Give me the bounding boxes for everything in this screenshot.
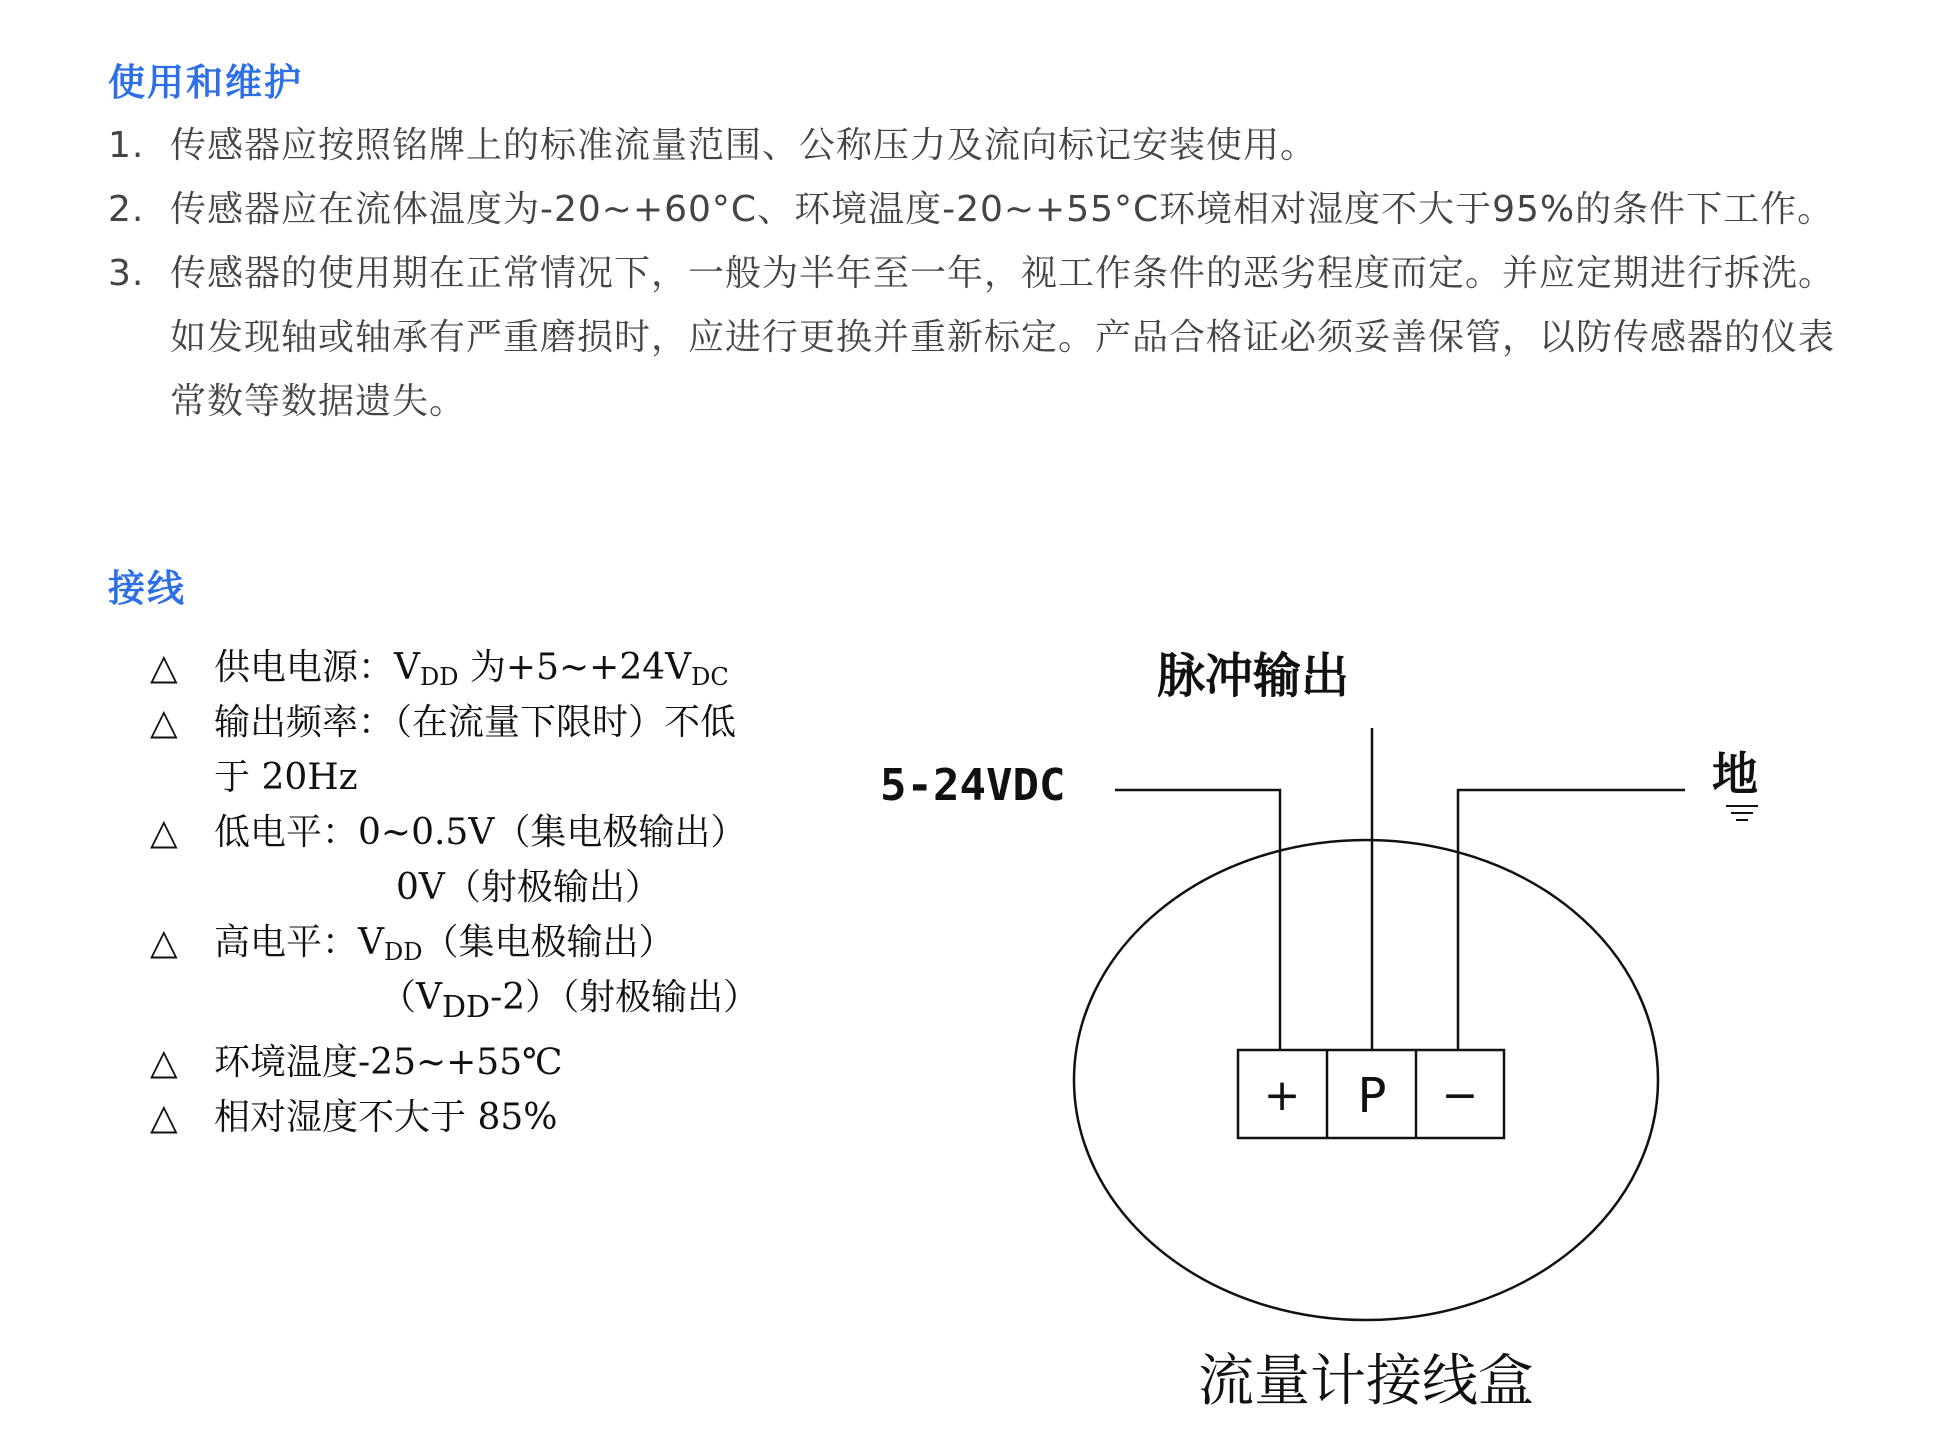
triangle-icon: △: [150, 647, 178, 688]
spec-subscript: DD: [384, 938, 423, 966]
terminal-pulse: P: [1357, 1068, 1387, 1124]
spec-subscript: DC: [691, 663, 729, 691]
power-label: 5-24VDC: [880, 760, 1066, 811]
spec-text: 相对湿度不大于 85%: [214, 1097, 558, 1139]
spec-temperature: [150, 1035, 850, 1090]
spec-high-level: [150, 915, 850, 970]
item-text: 传感器的使用期在正常情况下，一般为半年至一年，视工作条件的恶劣程度而定。并应定期进行拆洗。如发现轴或轴承有严重磨损时，应进行更换并重新标定。产品合格证必须妥善保管，以防传感器的仪表常数等数据遗失。: [170, 253, 1836, 422]
item-text: 传感器应在流体温度为-20~+60°C、环境温度-20~+55°C环境相对湿度不大于95%的条件下工作。: [170, 189, 1835, 230]
spec-continuation: [150, 970, 850, 1035]
spec-humidity: [150, 1090, 850, 1145]
spec-power-supply: [150, 640, 850, 695]
wires: [1115, 728, 1685, 1050]
spec-text: （V: [380, 977, 442, 1018]
item-number: 3.: [108, 253, 145, 294]
list-item: [108, 114, 1848, 178]
spec-text: 高电平：V: [214, 922, 384, 963]
spec-text: -2）（射极输出）: [490, 977, 760, 1018]
spec-continuation: 于 20Hz: [214, 757, 358, 798]
power-wire: [1115, 790, 1280, 1050]
spec-text: （集电极输出）: [422, 922, 675, 963]
ground-wire: [1458, 790, 1685, 1050]
item-number: 2.: [108, 189, 145, 230]
item-number: 1.: [108, 125, 145, 166]
spec-subscript: DD: [420, 663, 459, 691]
triangle-icon: △: [150, 812, 178, 853]
triangle-icon: △: [150, 1042, 178, 1084]
wiring-heading: 接线: [108, 567, 186, 610]
triangle-icon: △: [150, 702, 178, 743]
spec-text: 为+5~+24V: [458, 647, 692, 688]
diagram-caption: 流量计接线盒: [1198, 1349, 1534, 1414]
spec-low-level: [150, 805, 850, 860]
triangle-icon: △: [150, 1097, 178, 1139]
ground-label: 地: [1712, 747, 1758, 801]
terminal-block: [1238, 1050, 1504, 1138]
usage-list: [108, 114, 1848, 434]
ground-icon: [1726, 806, 1758, 820]
spec-output-frequency: [150, 695, 850, 750]
spec-text: 输出频率：（在流量下限时）不低: [214, 702, 737, 743]
wiring-diagram: [850, 610, 1870, 1430]
spec-text: 低电平：0~0.5V（集电极输出）: [214, 812, 747, 853]
spec-continuation: 0V（射极输出）: [396, 867, 661, 908]
terminal-minus: −: [1441, 1070, 1479, 1121]
wiring-specs: [150, 640, 850, 1145]
item-text: 传感器应按照铭牌上的标准流量范围、公称压力及流向标记安装使用。: [170, 125, 1318, 166]
list-item: [108, 178, 1848, 242]
spec-subscript: DD: [442, 990, 491, 1026]
usage-maintenance-heading: 使用和维护: [108, 61, 303, 104]
spec-text: 供电电源：V: [214, 647, 420, 688]
spec-text: 环境温度-25~+55℃: [214, 1042, 563, 1084]
terminal-plus: +: [1263, 1070, 1301, 1121]
list-item: [108, 242, 1848, 434]
pulse-output-label: 脉冲输出: [1156, 648, 1350, 704]
triangle-icon: △: [150, 922, 178, 963]
